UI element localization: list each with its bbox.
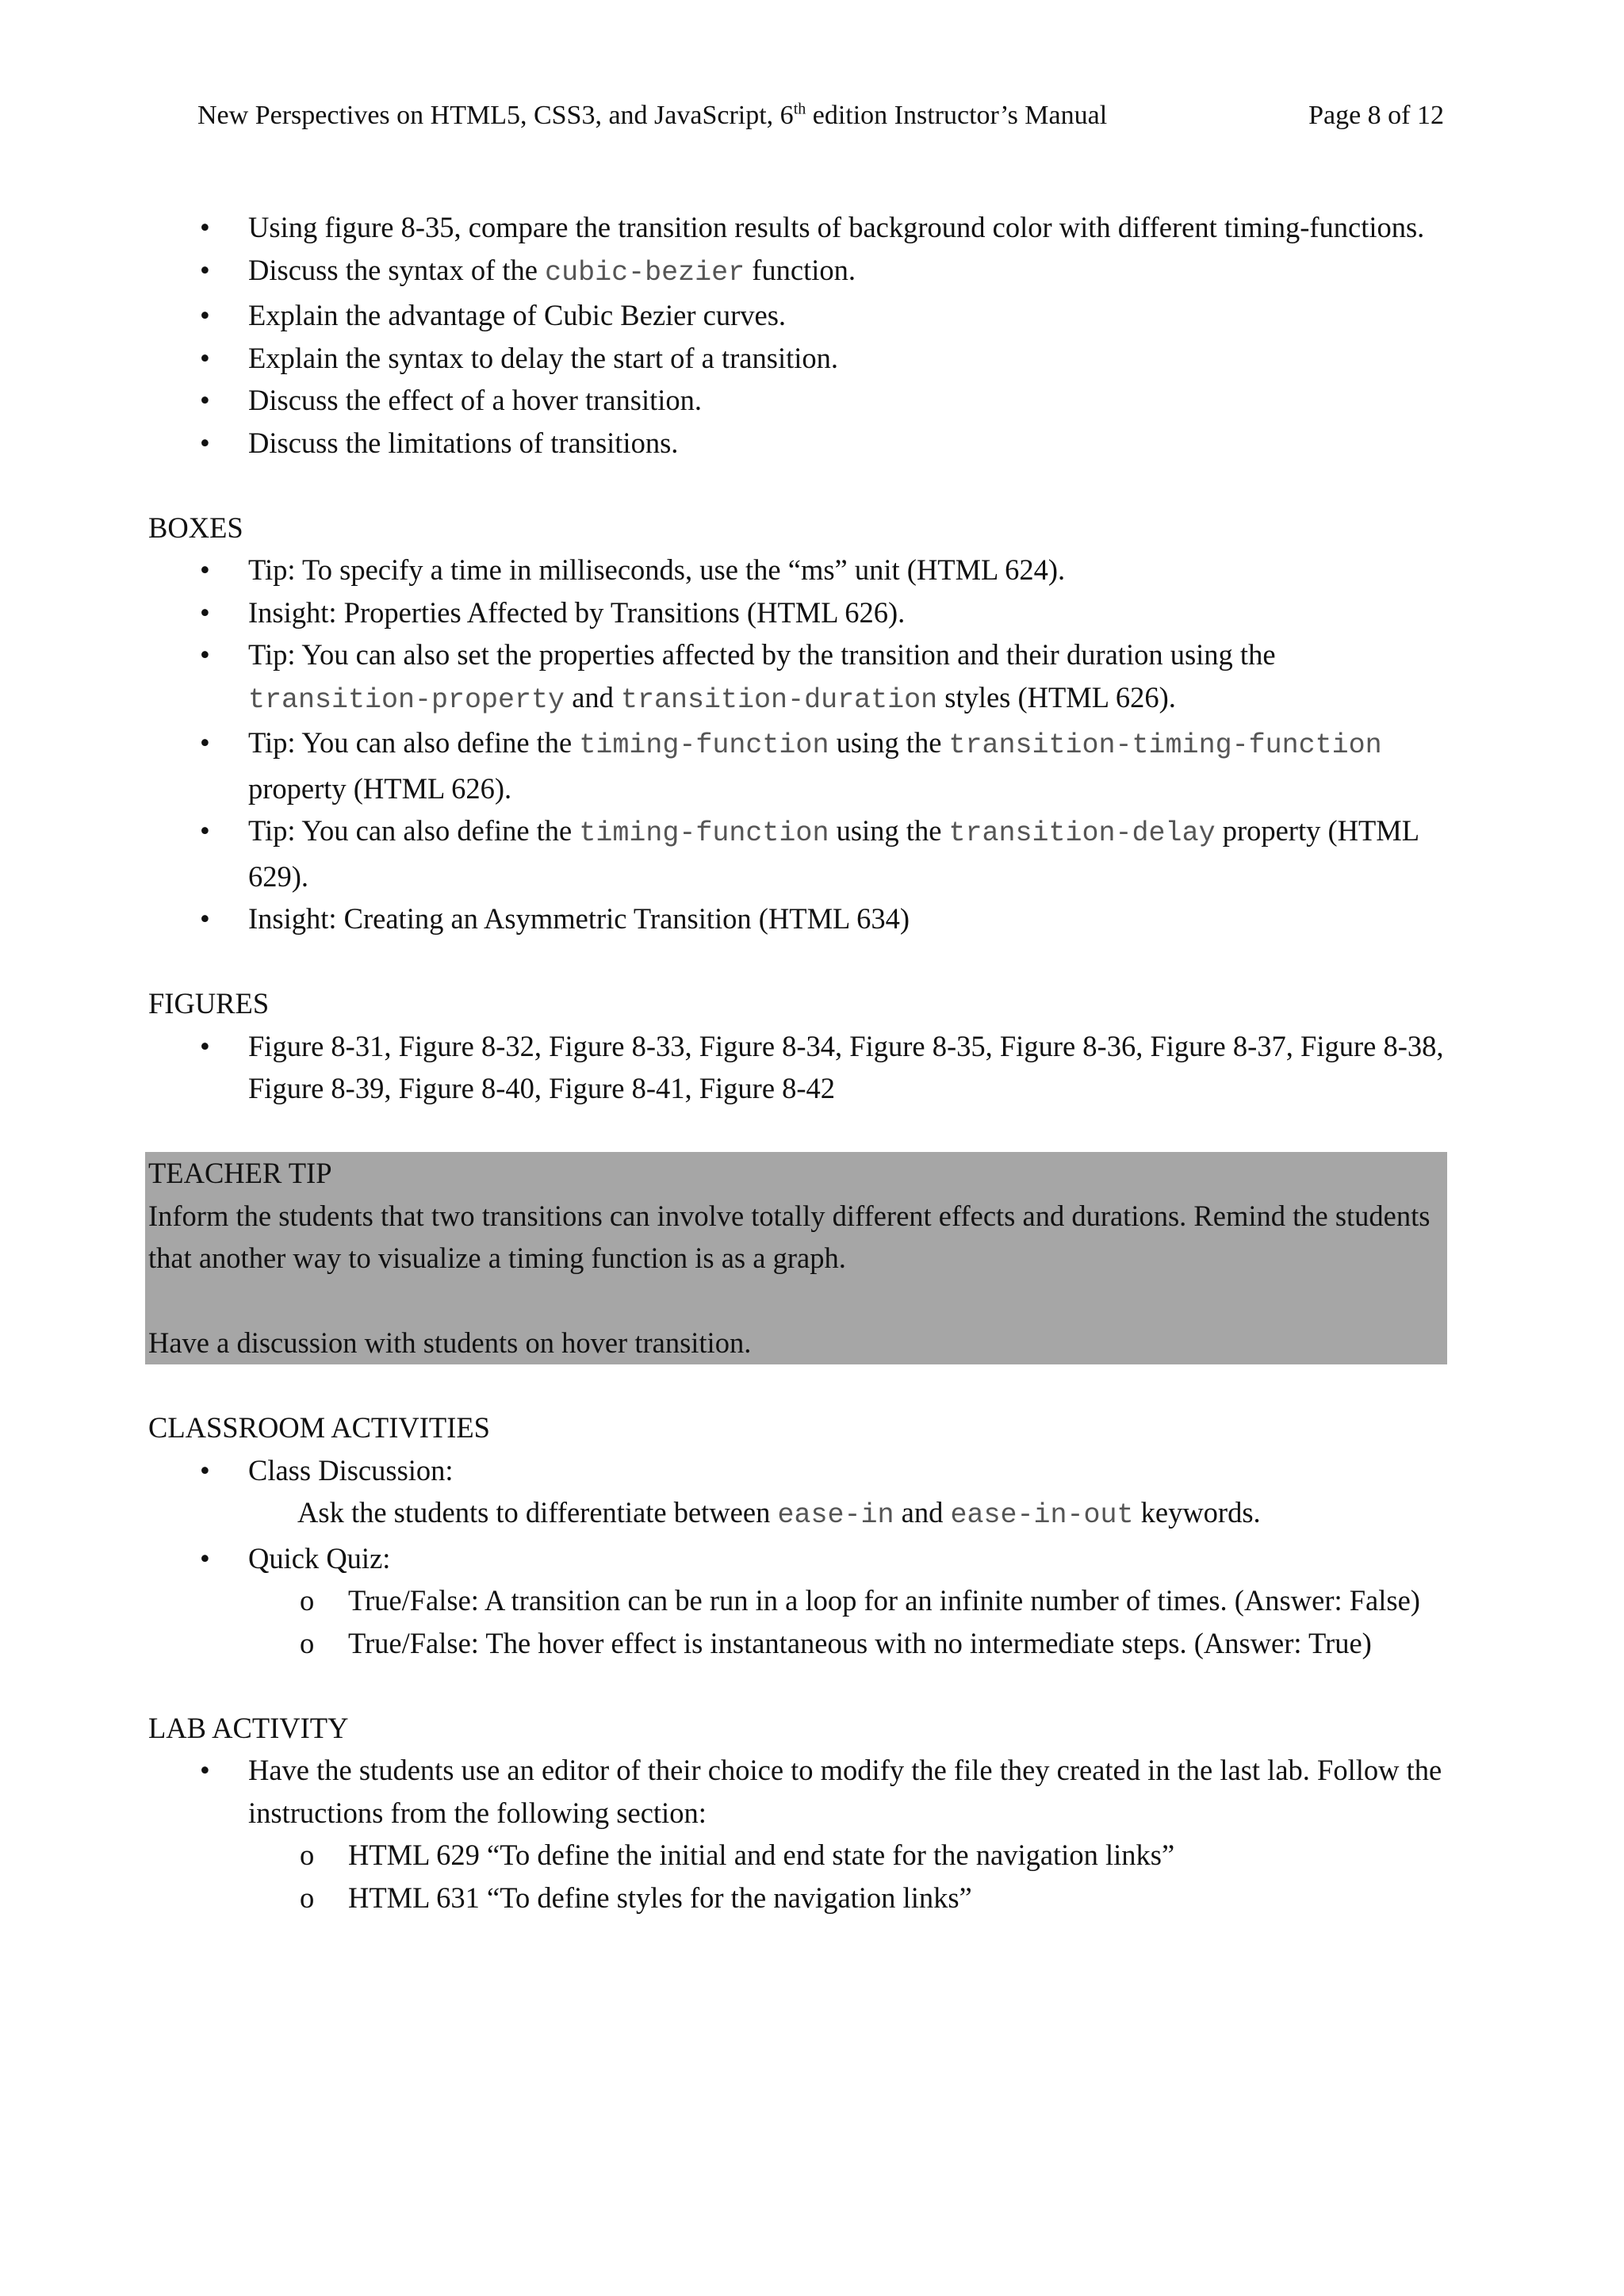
code-keyword: transition-delay [948, 817, 1216, 849]
page-number: Page 8 of 12 [1308, 101, 1444, 130]
list-item: • Tip: To specify a time in milliseconds, use the “ms” unit (HTML 624). [148, 549, 1449, 591]
list-item: • Using figure 8-35, compare the transition results of background color with different timing-functions. [148, 206, 1449, 249]
code-keyword: ease-in [777, 1499, 894, 1531]
classroom-activities-heading: CLASSROOM ACTIVITIES [148, 1411, 490, 1444]
list-item: • Tip: You can also set the properties affected by the transition and their duration using the transition-property and transition-duration styles (HTML 626). [148, 633, 1449, 721]
figures-heading: FIGURES [148, 987, 270, 1020]
list-item [148, 1749, 1449, 1919]
lab-intro: • Have the students use an editor of their choice to modify the file they created in the last lab. Follow the instructions from the following section: [248, 1754, 1442, 1829]
code-keyword: transition-timing-function [948, 729, 1382, 761]
classroom-activities-list [148, 1449, 1449, 1665]
code-keyword: transition-property [248, 683, 565, 716]
quiz-questions-list [248, 1579, 1449, 1664]
list-item: • Tip: You can also define the timing-function using the transition-delay property (HTML 629). [148, 809, 1449, 897]
code-keyword: ease-in-out [950, 1499, 1134, 1531]
code-keyword: cubic-bezier [545, 256, 745, 289]
list-item: • Insight: Properties Affected by Transitions (HTML 626). [148, 591, 1449, 634]
list-item: • Figure 8-31, Figure 8-32, Figure 8-33, Figure 8-34, Figure 8-35, Figure 8-36, Figure 8-37, Figure 8-38, Figure 8-39, Figure 8-40, Figure 8-41, Figure 8-42 [148, 1025, 1449, 1110]
teacher-tip-heading: TEACHER TIP [148, 1157, 332, 1189]
list-item: • Discuss the limitations of transitions. [148, 422, 1449, 465]
boxes-list [148, 549, 1449, 940]
class-discussion-label: • Class Discussion: [248, 1453, 454, 1487]
quiz-question: o True/False: The hover effect is instantaneous with no intermediate steps. (Answer: True) [248, 1622, 1449, 1665]
list-item: • Tip: You can also define the timing-function using the transition-timing-function property (HTML 626). [148, 721, 1449, 809]
lab-steps-list [248, 1834, 1449, 1919]
page-body [148, 206, 1449, 1919]
quiz-question: o True/False: A transition can be run in a loop for an infinite number of times. (Answer: False) [248, 1579, 1449, 1622]
class-discussion-text: Ask the students to differentiate between ease-in and ease-in-out keywords. [297, 1496, 1261, 1531]
list-item: • Explain the advantage of Cubic Bezier curves. [148, 294, 1449, 337]
teacher-tip-box [145, 1152, 1447, 1364]
lab-step: o HTML 629 “To define the initial and end state for the navigation links” [248, 1834, 1449, 1877]
boxes-heading: BOXES [148, 511, 243, 544]
code-keyword: timing-function [579, 817, 829, 849]
code-keyword: transition-duration [621, 683, 938, 716]
list-item: • Insight: Creating an Asymmetric Transition (HTML 634) [148, 897, 1449, 940]
list-item: • Explain the syntax to delay the start of a transition. [148, 337, 1449, 380]
manual-title: New Perspectives on HTML5, CSS3, and JavaScript, 6th edition Instructor’s Manual [197, 100, 1108, 130]
teacher-tip-paragraph: Inform the students that two transitions can involve totally different effects and durations. Remind the students that another way to visualize a timing function is as a graph. [148, 1199, 1431, 1274]
list-item [148, 1537, 1449, 1665]
list-item: • Discuss the syntax of the cubic-bezier function. [148, 249, 1449, 295]
list-item: • Discuss the effect of a hover transition. [148, 379, 1449, 422]
lab-activity-list [148, 1749, 1449, 1919]
teacher-tip-paragraph: Have a discussion with students on hover transition. [148, 1326, 752, 1359]
list-item [148, 1449, 1449, 1537]
figures-list [148, 1025, 1449, 1110]
lab-activity-heading: LAB ACTIVITY [148, 1711, 349, 1744]
code-keyword: timing-function [579, 729, 829, 761]
quick-quiz-label: • Quick Quiz: [248, 1541, 391, 1575]
lab-step: o HTML 631 “To define styles for the navigation links” [248, 1877, 1449, 1919]
discussion-points-list [148, 206, 1449, 464]
